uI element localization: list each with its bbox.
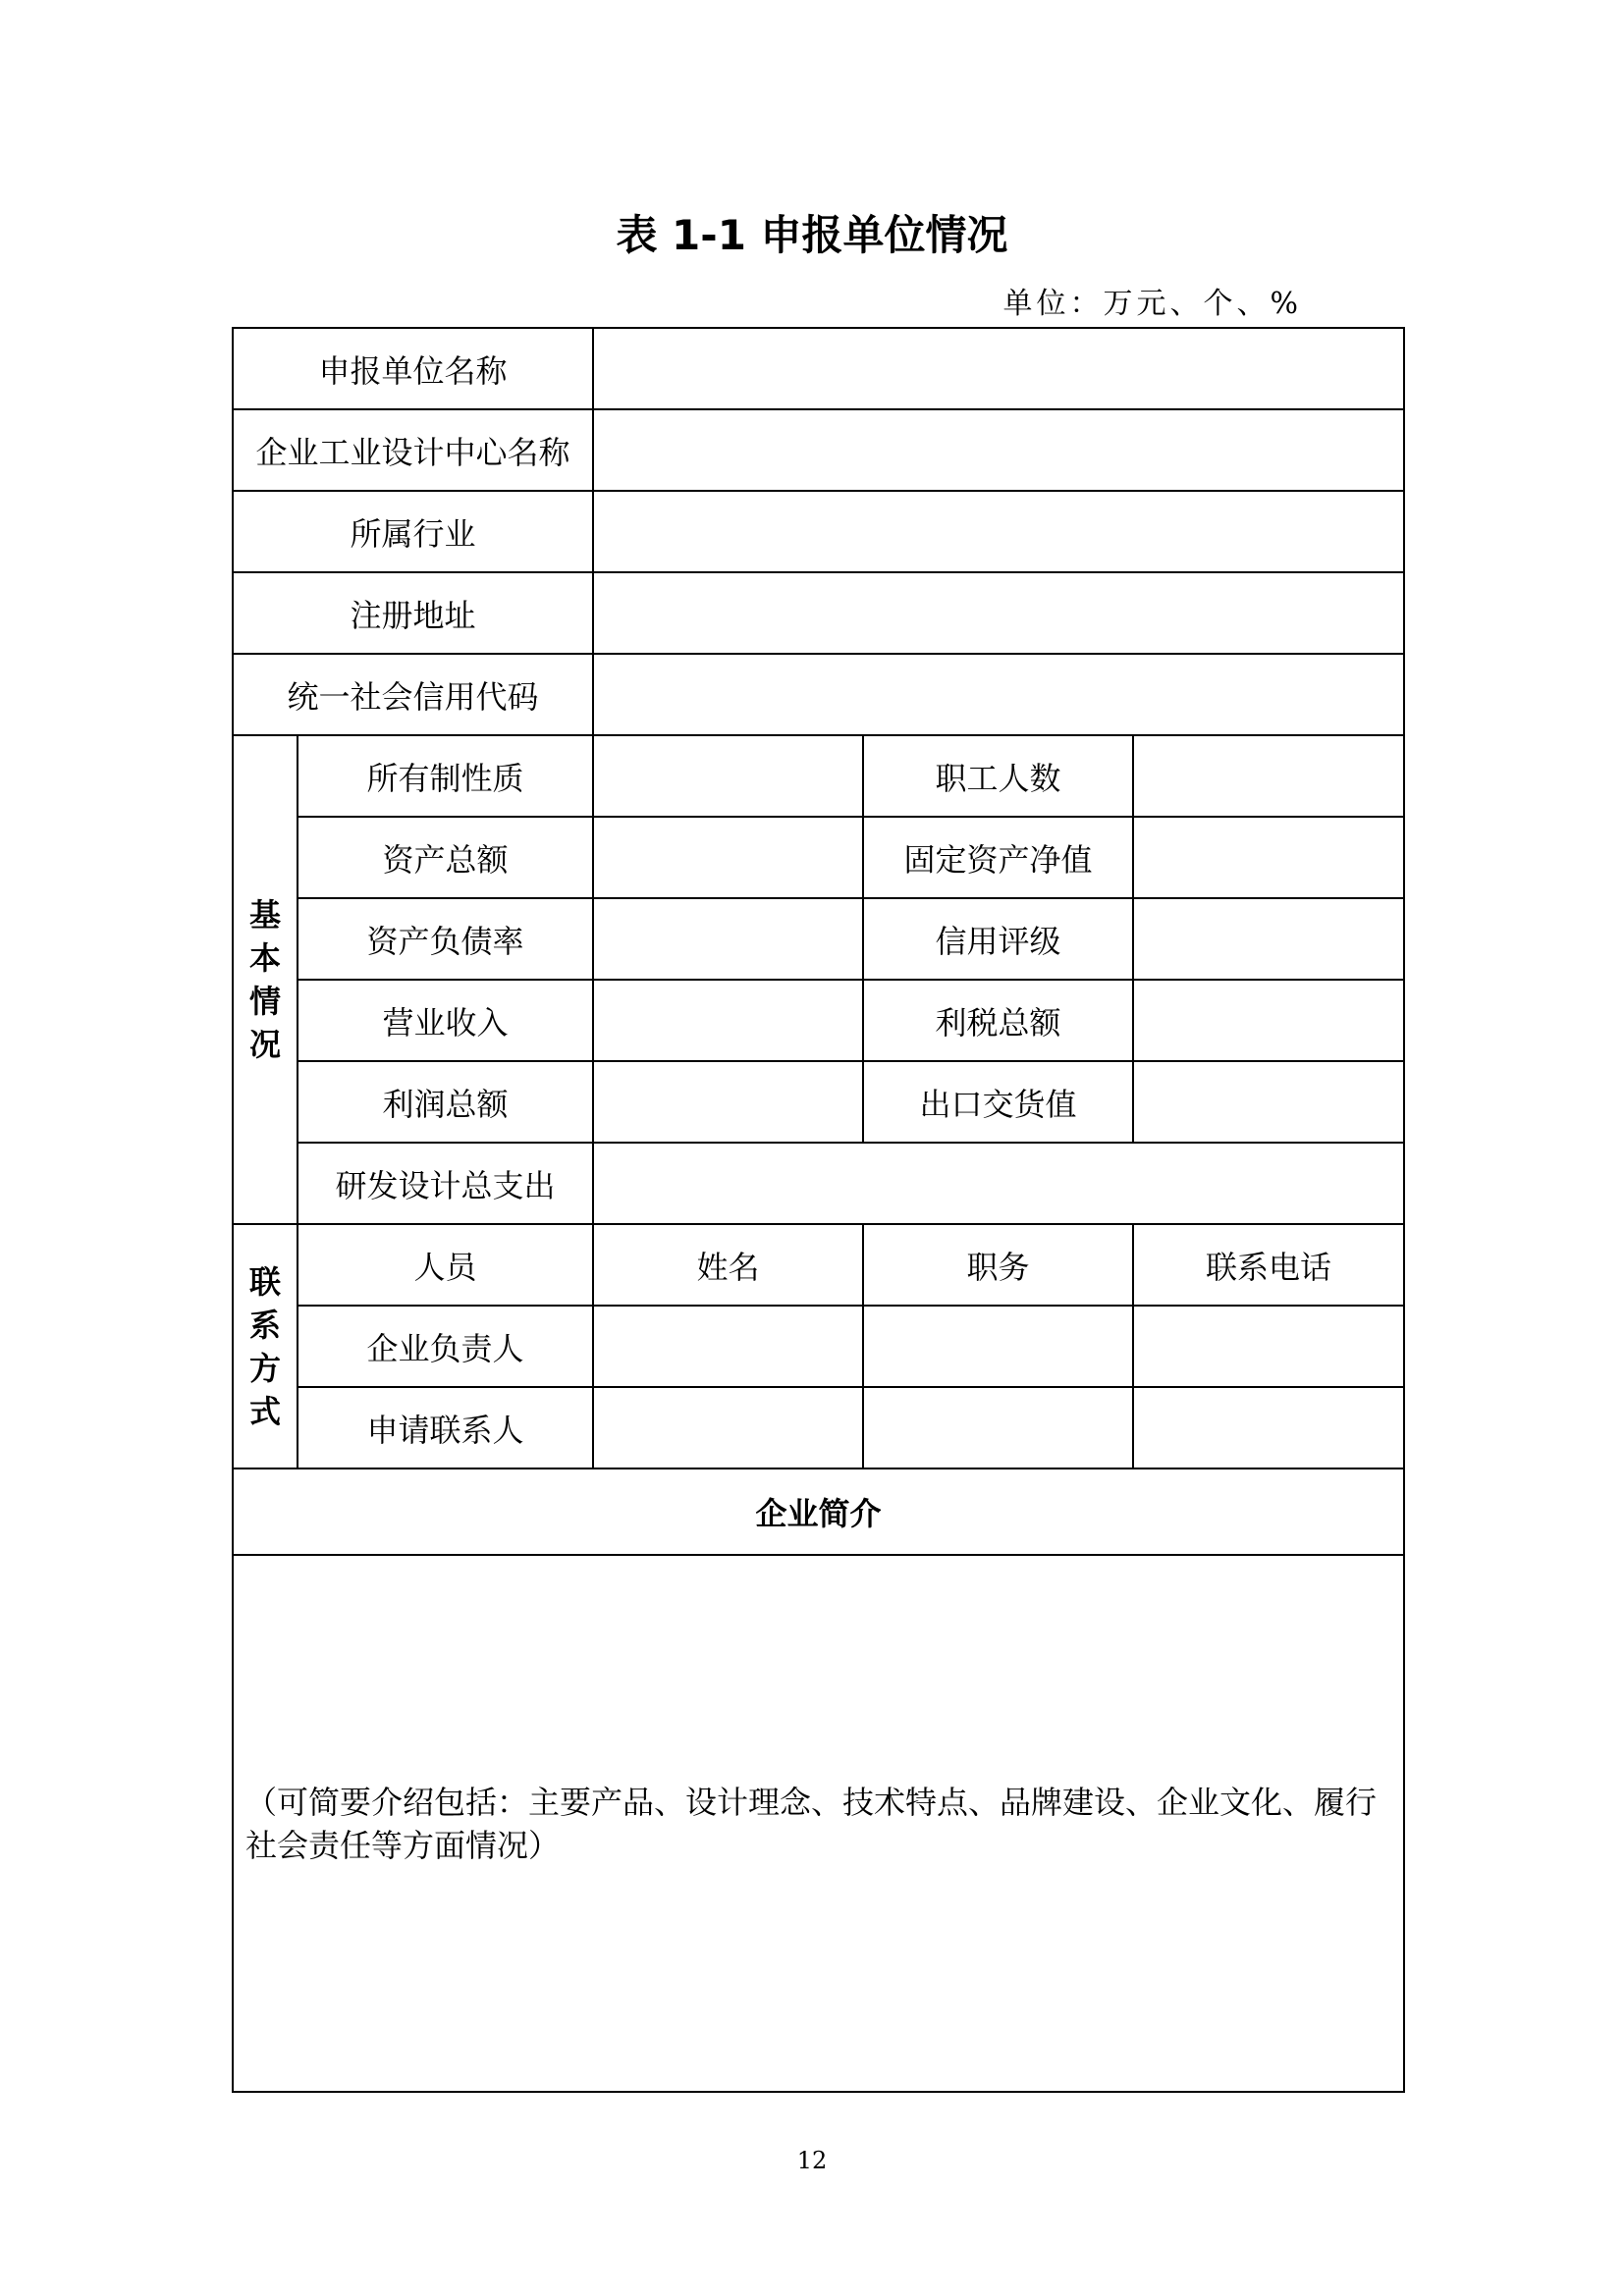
contact-position-input[interactable] [863, 1387, 1133, 1468]
field-label: 注册地址 [233, 572, 593, 654]
revenue-input[interactable] [593, 980, 863, 1061]
basic-info-row [233, 817, 1404, 898]
group-label-char: 本 [248, 939, 281, 977]
intro-heading-row [233, 1468, 1404, 1555]
field-label: 资产负债率 [298, 898, 593, 980]
table-title: 表 1-1 申报单位情况 [616, 211, 1008, 259]
employee-count-input[interactable] [1133, 735, 1404, 817]
intro-hint-text: （可简要介绍包括：主要产品、设计理念、技术特点、品牌建设、企业文化、履行社会责任等方面情况） [245, 1783, 1378, 1864]
column-header: 职务 [863, 1224, 1133, 1306]
field-label: 所属行业 [233, 491, 593, 572]
basic-info-row [233, 980, 1404, 1061]
form-row [233, 572, 1404, 654]
intro-body-row [233, 1555, 1404, 2092]
contact-role-label: 申请联系人 [298, 1387, 593, 1468]
field-label: 资产总额 [298, 817, 593, 898]
form-row [233, 491, 1404, 572]
rd-expenditure-input[interactable] [593, 1143, 1404, 1224]
contact-name-input[interactable] [593, 1387, 863, 1468]
form-row [233, 409, 1404, 491]
contacts-row [233, 1306, 1404, 1387]
contact-position-input[interactable] [863, 1306, 1133, 1387]
total-profit-input[interactable] [593, 1061, 863, 1143]
basic-info-row [233, 735, 1404, 817]
contacts-header-row [233, 1224, 1404, 1306]
contact-phone-input[interactable] [1133, 1387, 1404, 1468]
net-fixed-assets-input[interactable] [1133, 817, 1404, 898]
field-label: 申报单位名称 [233, 328, 593, 409]
field-label: 固定资产净值 [863, 817, 1133, 898]
column-header: 人员 [298, 1224, 593, 1306]
field-label: 企业工业设计中心名称 [233, 409, 593, 491]
field-label: 利润总额 [298, 1061, 593, 1143]
group-label-char: 联 [248, 1262, 281, 1301]
application-form-table [232, 327, 1405, 2093]
total-assets-input[interactable] [593, 817, 863, 898]
contact-role-label: 企业负责人 [298, 1306, 593, 1387]
group-label-char: 系 [248, 1306, 281, 1344]
column-header: 姓名 [593, 1224, 863, 1306]
column-header: 联系电话 [1133, 1224, 1404, 1306]
group-label-char: 方 [248, 1349, 281, 1387]
field-label: 职工人数 [863, 735, 1133, 817]
credit-rating-input[interactable] [1133, 898, 1404, 980]
contact-name-input[interactable] [593, 1306, 863, 1387]
field-label: 统一社会信用代码 [233, 654, 593, 735]
field-label: 利税总额 [863, 980, 1133, 1061]
field-label: 信用评级 [863, 898, 1133, 980]
ownership-input[interactable] [593, 735, 863, 817]
industry-input[interactable] [593, 491, 1404, 572]
basic-info-row [233, 1143, 1404, 1224]
group-label-char: 式 [248, 1392, 281, 1430]
company-intro-textarea[interactable] [233, 1555, 1404, 2092]
unit-note: 单位：万元、个、% [1002, 287, 1302, 321]
group-label-char: 况 [248, 1026, 281, 1063]
contacts-row [233, 1387, 1404, 1468]
field-label: 研发设计总支出 [298, 1143, 593, 1224]
field-label: 出口交货值 [863, 1061, 1133, 1143]
group-label-char: 情 [248, 983, 281, 1020]
company-name-input[interactable] [593, 328, 1404, 409]
contacts-group-label [233, 1224, 298, 1468]
contact-phone-input[interactable] [1133, 1306, 1404, 1387]
credit-code-input[interactable] [593, 654, 1404, 735]
profit-tax-input[interactable] [1133, 980, 1404, 1061]
registered-address-input[interactable] [593, 572, 1404, 654]
basic-info-row [233, 898, 1404, 980]
group-label-char: 基 [248, 896, 281, 934]
export-value-input[interactable] [1133, 1061, 1404, 1143]
page-number: 12 [796, 2147, 828, 2174]
basic-info-row [233, 1061, 1404, 1143]
basic-info-group-label [233, 735, 298, 1224]
form-row [233, 654, 1404, 735]
field-label: 营业收入 [298, 980, 593, 1061]
design-center-name-input[interactable] [593, 409, 1404, 491]
form-row [233, 328, 1404, 409]
field-label: 所有制性质 [298, 735, 593, 817]
debt-ratio-input[interactable] [593, 898, 863, 980]
intro-heading: 企业简介 [233, 1468, 1404, 1555]
